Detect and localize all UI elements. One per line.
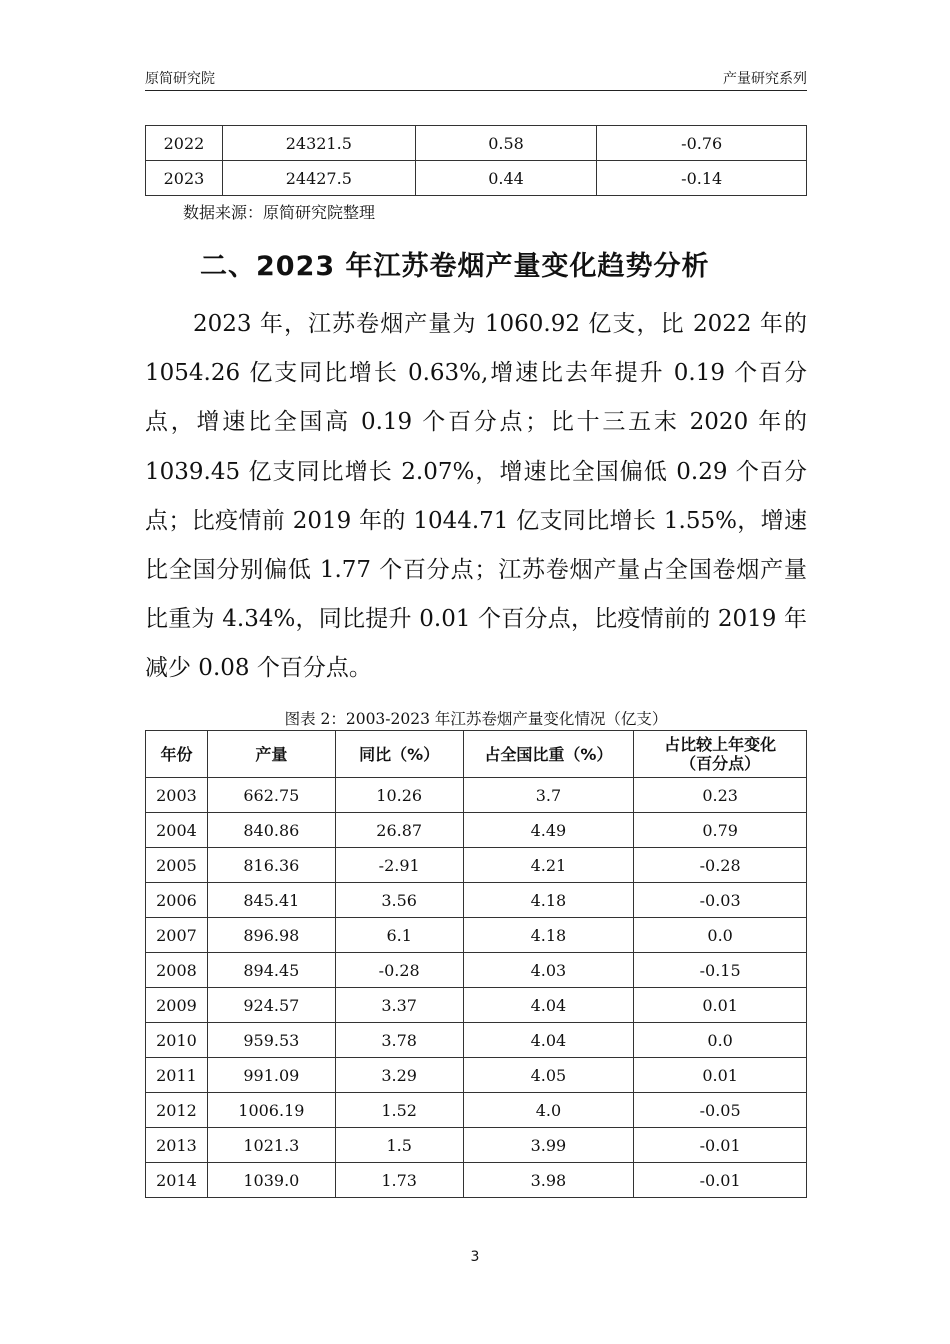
table-cell: 1.52 xyxy=(335,1093,463,1128)
table-cell: -0.15 xyxy=(634,953,807,988)
table-row xyxy=(146,848,807,883)
table-cell: 2022 xyxy=(146,126,223,161)
data-source-note: 数据来源：原简研究院整理 xyxy=(183,203,376,222)
table-cell: 24427.5 xyxy=(222,161,415,196)
table-cell: -0.76 xyxy=(597,126,807,161)
table-cell: 6.1 xyxy=(335,918,463,953)
table-cell: 4.21 xyxy=(463,848,634,883)
table-row xyxy=(146,813,807,848)
continued-table xyxy=(145,125,807,196)
table-cell: 2011 xyxy=(146,1058,208,1093)
table-cell: 3.7 xyxy=(463,778,634,813)
table-row xyxy=(146,883,807,918)
table-cell: 2013 xyxy=(146,1128,208,1163)
table-cell: 0.58 xyxy=(415,126,597,161)
table-cell: 2010 xyxy=(146,1023,208,1058)
table-cell: -0.14 xyxy=(597,161,807,196)
table-cell: 1021.3 xyxy=(207,1128,335,1163)
column-header: 占全国比重（%） xyxy=(463,731,634,778)
table-cell: 0.0 xyxy=(634,1023,807,1058)
table-cell: 2012 xyxy=(146,1093,208,1128)
table-cell: -2.91 xyxy=(335,848,463,883)
table-cell: 896.98 xyxy=(207,918,335,953)
production-table xyxy=(145,730,807,1198)
table-row xyxy=(146,988,807,1023)
table-cell: 10.26 xyxy=(335,778,463,813)
table-cell: 4.04 xyxy=(463,988,634,1023)
table-row xyxy=(146,953,807,988)
table-cell: 3.98 xyxy=(463,1163,634,1198)
table-cell: 2005 xyxy=(146,848,208,883)
table-cell: 24321.5 xyxy=(222,126,415,161)
table-cell: 2009 xyxy=(146,988,208,1023)
table-cell: 1039.0 xyxy=(207,1163,335,1198)
table-cell: 3.37 xyxy=(335,988,463,1023)
table-cell: 2007 xyxy=(146,918,208,953)
table-cell: 0.0 xyxy=(634,918,807,953)
table-cell: 4.04 xyxy=(463,1023,634,1058)
table-cell: 3.56 xyxy=(335,883,463,918)
table-cell: 3.78 xyxy=(335,1023,463,1058)
table-row xyxy=(146,1128,807,1163)
table-cell: 26.87 xyxy=(335,813,463,848)
column-header: 产量 xyxy=(207,731,335,778)
table-cell: -0.01 xyxy=(634,1128,807,1163)
header-org-name: 原简研究院 xyxy=(145,71,215,87)
table-caption: 图表 2：2003-2023 年江苏卷烟产量变化情况（亿支） xyxy=(284,710,668,728)
table-cell: 662.75 xyxy=(207,778,335,813)
table-cell: 0.44 xyxy=(415,161,597,196)
body-paragraph: 2023 年，江苏卷烟产量为 1060.92 亿支，比 2022 年的 1054.26 亿支同比增长 0.63%,增速比去年提升 0.19 个百分点，增速比全国高 0.19 个百分点；比十三五末 2020 年的 1039.45 亿支同比增长 2.07%，增速比全国偏低 0.29 个百分点；比疫情前 2019 年的 1044.71 亿支同比增长 1.55%，增速比全国分别偏低 1.77 个百分点；江苏卷烟产量占全国卷烟产量比重为 4.34%，同比提升 0.01 个百分点，比疫情前的 2019 年减少 0.08 个百分点。 xyxy=(145,311,807,682)
table-row xyxy=(146,1058,807,1093)
column-header: 同比（%） xyxy=(335,731,463,778)
table-cell: 924.57 xyxy=(207,988,335,1023)
table-row xyxy=(146,1093,807,1128)
table-cell: 840.86 xyxy=(207,813,335,848)
table-cell: 2004 xyxy=(146,813,208,848)
table-cell: 4.18 xyxy=(463,918,634,953)
table-cell: -0.28 xyxy=(634,848,807,883)
table-cell: 3.99 xyxy=(463,1128,634,1163)
table-row xyxy=(146,1163,807,1198)
table-cell: 2003 xyxy=(146,778,208,813)
table-cell: 1.73 xyxy=(335,1163,463,1198)
table-row xyxy=(146,161,807,196)
page-header xyxy=(145,66,807,91)
table-cell: 0.79 xyxy=(634,813,807,848)
table-cell: 2023 xyxy=(146,161,223,196)
table-cell: 816.36 xyxy=(207,848,335,883)
table-cell: -0.01 xyxy=(634,1163,807,1198)
table-cell: 959.53 xyxy=(207,1023,335,1058)
table-row xyxy=(146,918,807,953)
table-cell: 845.41 xyxy=(207,883,335,918)
table-cell: 3.29 xyxy=(335,1058,463,1093)
table-cell: 4.0 xyxy=(463,1093,634,1128)
table-cell: 0.01 xyxy=(634,988,807,1023)
column-header: 年份 xyxy=(146,731,208,778)
column-header: 占比较上年变化 （百分点） xyxy=(634,731,807,778)
table-cell: 1006.19 xyxy=(207,1093,335,1128)
table-cell: 0.23 xyxy=(634,778,807,813)
table-row xyxy=(146,778,807,813)
table-cell: -0.03 xyxy=(634,883,807,918)
table-row xyxy=(146,1023,807,1058)
table-cell: 0.01 xyxy=(634,1058,807,1093)
table-cell: 2008 xyxy=(146,953,208,988)
table-cell: 4.03 xyxy=(463,953,634,988)
table-cell: 991.09 xyxy=(207,1058,335,1093)
page-number: 3 xyxy=(470,1249,480,1265)
table-cell: 894.45 xyxy=(207,953,335,988)
table-cell: 4.18 xyxy=(463,883,634,918)
header-series-name: 产量研究系列 xyxy=(723,71,807,87)
table-cell: 2014 xyxy=(146,1163,208,1198)
table-cell: -0.28 xyxy=(335,953,463,988)
table-cell: 4.05 xyxy=(463,1058,634,1093)
table-cell: 1.5 xyxy=(335,1128,463,1163)
section-heading: 二、2023 年江苏卷烟产量变化趋势分析 xyxy=(200,251,710,282)
table-cell: -0.05 xyxy=(634,1093,807,1128)
table-cell: 4.49 xyxy=(463,813,634,848)
table-cell: 2006 xyxy=(146,883,208,918)
table-row xyxy=(146,126,807,161)
